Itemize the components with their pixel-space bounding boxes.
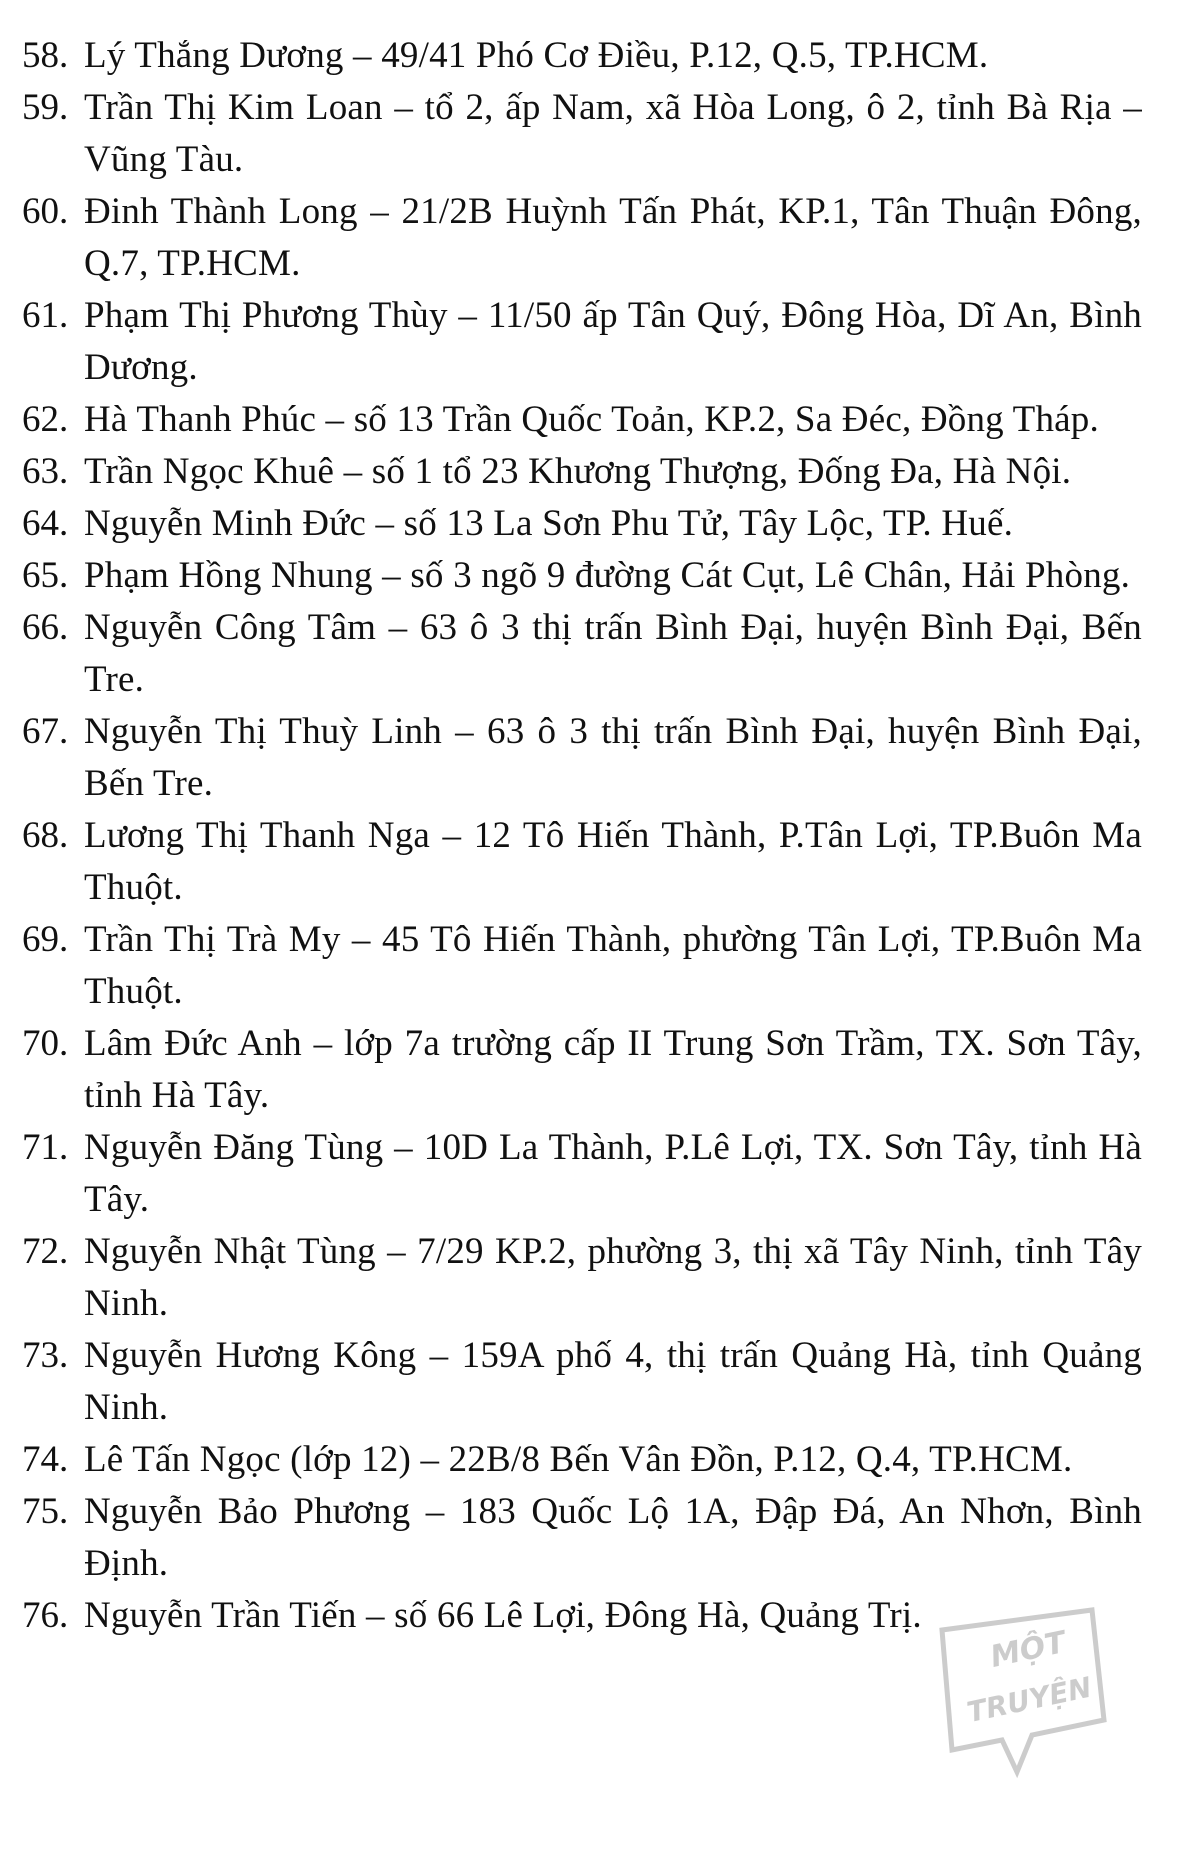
item-text: Nguyễn Trần Tiến – số 66 Lê Lợi, Đông Hà, Quảng Trị. (84, 1595, 922, 1636)
item-text: Nguyễn Minh Đức – số 13 La Sơn Phu Tử, Tây Lộc, TP. Huế. (84, 503, 1014, 544)
list-item (22, 1122, 1142, 1226)
list-item (22, 706, 1142, 810)
item-number: 68. (22, 815, 69, 856)
list-item (22, 1434, 1142, 1486)
list-item (22, 394, 1142, 446)
item-number: 58. (22, 35, 69, 76)
item-text: Phạm Thị Phương Thùy – 11/50 ấp Tân Quý, Đông Hòa, Dĩ An, Bình Dương. (84, 295, 1142, 388)
item-text: Đinh Thành Long – 21/2B Huỳnh Tấn Phát, KP.1, Tân Thuận Đông, Q.7, TP.HCM. (84, 191, 1142, 284)
list-item (22, 914, 1142, 1018)
item-number: 76. (22, 1595, 69, 1636)
item-number: 67. (22, 711, 69, 752)
item-text: Nguyễn Công Tâm – 63 ô 3 thị trấn Bình Đại, huyện Bình Đại, Bến Tre. (84, 607, 1142, 700)
item-text: Lâm Đức Anh – lớp 7a trường cấp II Trung Sơn Trầm, TX. Sơn Tây, tỉnh Hà Tây. (84, 1023, 1142, 1116)
watermark-text-top: MỘT (987, 1624, 1069, 1675)
item-text: Trần Ngọc Khuê – số 1 tổ 23 Khương Thượng, Đống Đa, Hà Nội. (84, 451, 1072, 492)
item-text: Nguyễn Thị Thuỳ Linh – 63 ô 3 thị trấn Bình Đại, huyện Bình Đại, Bến Tre. (84, 711, 1142, 804)
item-text: Nguyễn Hương Kông – 159A phố 4, thị trấn Quảng Hà, tỉnh Quảng Ninh. (84, 1335, 1142, 1428)
item-text: Nguyễn Bảo Phương – 183 Quốc Lộ 1A, Đập Đá, An Nhơn, Bình Định. (84, 1491, 1142, 1584)
item-number: 74. (22, 1439, 69, 1480)
list-item (22, 1018, 1142, 1122)
item-number: 75. (22, 1491, 69, 1532)
item-number: 64. (22, 503, 69, 544)
item-text: Nguyễn Đăng Tùng – 10D La Thành, P.Lê Lợi, TX. Sơn Tây, tỉnh Hà Tây. (84, 1127, 1142, 1220)
item-number: 59. (22, 87, 69, 128)
item-text: Trần Thị Trà My – 45 Tô Hiến Thành, phường Tân Lợi, TP.Buôn Ma Thuột. (84, 919, 1142, 1012)
list-item (22, 1226, 1142, 1330)
item-text: Lý Thắng Dương – 49/41 Phó Cơ Điều, P.12, Q.5, TP.HCM. (84, 35, 989, 76)
address-list (22, 30, 1142, 1642)
watermark-text-bottom: TRUYỆN (964, 1670, 1095, 1730)
item-number: 71. (22, 1127, 69, 1168)
list-item (22, 1330, 1142, 1434)
list-item (22, 446, 1142, 498)
item-number: 63. (22, 451, 69, 492)
list-item (22, 1486, 1142, 1590)
item-text: Nguyễn Nhật Tùng – 7/29 KP.2, phường 3, thị xã Tây Ninh, tỉnh Tây Ninh. (84, 1231, 1142, 1324)
watermark-logo (922, 1600, 1112, 1780)
list-item (22, 550, 1142, 602)
item-text: Lê Tấn Ngọc (lớp 12) – 22B/8 Bến Vân Đồn, P.12, Q.4, TP.HCM. (84, 1439, 1073, 1480)
item-text: Hà Thanh Phúc – số 13 Trần Quốc Toản, KP.2, Sa Đéc, Đồng Tháp. (84, 399, 1099, 440)
item-number: 65. (22, 555, 69, 596)
list-item (22, 30, 1142, 82)
list-item (22, 810, 1142, 914)
item-number: 69. (22, 919, 69, 960)
item-text: Phạm Hồng Nhung – số 3 ngõ 9 đường Cát Cụt, Lê Chân, Hải Phòng. (84, 555, 1131, 596)
list-item (22, 498, 1142, 550)
list-item (22, 186, 1142, 290)
item-text: Lương Thị Thanh Nga – 12 Tô Hiến Thành, P.Tân Lợi, TP.Buôn Ma Thuột. (84, 815, 1142, 908)
item-number: 66. (22, 607, 69, 648)
list-item (22, 602, 1142, 706)
list-item (22, 290, 1142, 394)
item-number: 73. (22, 1335, 69, 1376)
item-number: 61. (22, 295, 69, 336)
item-text: Trần Thị Kim Loan – tổ 2, ấp Nam, xã Hòa Long, ô 2, tỉnh Bà Rịa – Vũng Tàu. (84, 87, 1142, 180)
item-number: 72. (22, 1231, 69, 1272)
item-number: 60. (22, 191, 69, 232)
item-number: 70. (22, 1023, 69, 1064)
item-number: 62. (22, 399, 69, 440)
list-item (22, 82, 1142, 186)
